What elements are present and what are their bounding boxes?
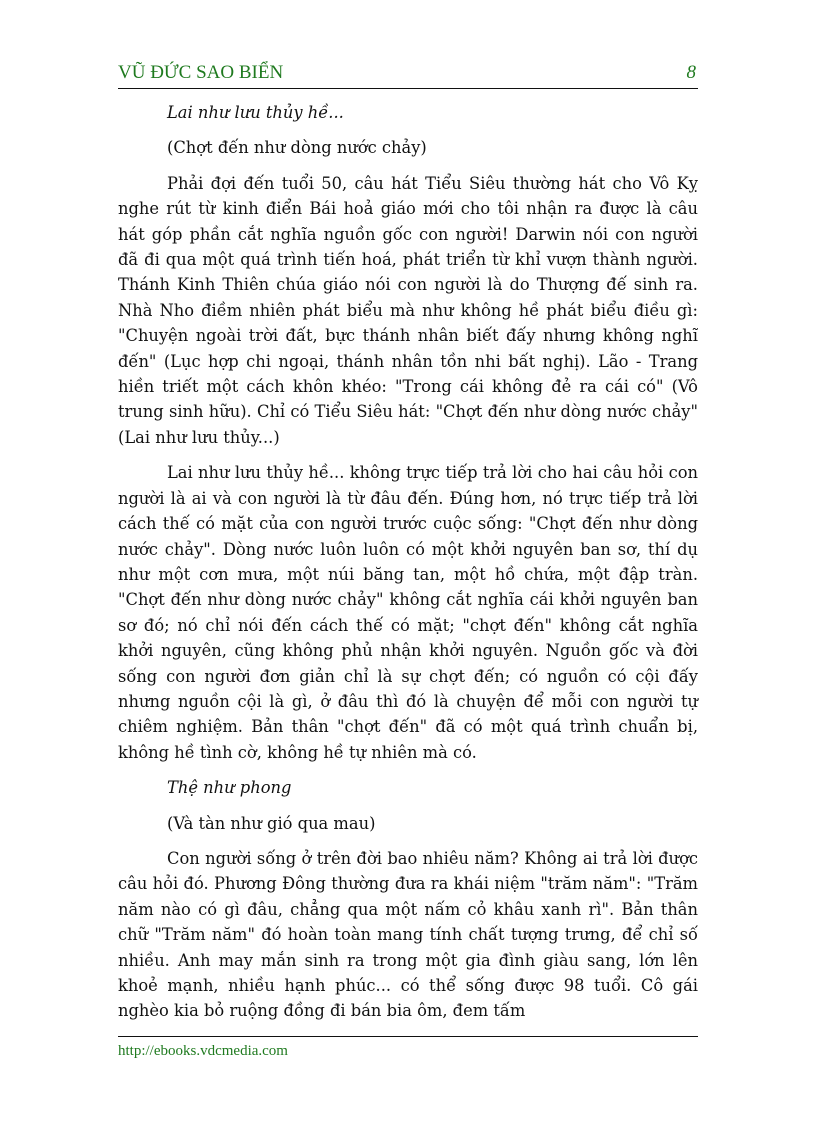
verse-translation: (Chợt đến như dòng nước chảy): [167, 138, 427, 158]
body-paragraph: Phải đợi đến tuổi 50, câu hát Tiểu Siêu thường hát cho Vô Kỵ nghe rút từ kinh điển Bái hoả giáo mới cho tôi nhận ra được là câu hát góp phần cắt nghĩa nguồn gốc con người! Darwin nói con người đã đi qua một quá trình tiến hoá, phát triển từ khỉ vượn thành người. Thánh Kinh Thiên chúa giáo nói con người là do Thượng đế sinh ra. Nhà Nho điềm nhiên phát biểu mà như không hề phát biểu điều gì: "Chuyện ngoài trời đất, bực thánh nhân biết đấy nhưng không nghĩ đến" (Lục hợp chi ngoại, thánh nhân tồn nhi bất nghị). Lão - Trang hiền triết một cách khôn khéo: "Trong cái không đẻ ra cái có" (Vô trung sinh hữu). Chỉ có Tiểu Siêu hát: "Chợt đến như dòng nước chảy" (Lai như lưu thủy...): [118, 173, 698, 447]
verse-line: Thệ như phong: [167, 778, 292, 798]
body-paragraph: Lai như lưu thủy hề... không trực tiếp trả lời cho hai câu hỏi con người là ai và con người là từ đâu đến. Đúng hơn, nó trực tiếp trả lời cách thế có mặt của con người trước cuộc sống: "Chợt đến như dòng nước chảy". Dòng nước luôn luôn có một khởi nguyên ban sơ, thí dụ như một cơn mưa, một núi băng tan, một hồ chứa, một đập tràn. "Chợt đến như dòng nước chảy" không cắt nghĩa cái khởi nguyên ban sơ đó; nó chỉ nói đến cách thế có mặt; "chợt đến" không cắt nghĩa khởi nguyên, cũng không phủ nhận khởi nguyên. Nguồn gốc và đời sống con người đơn giản chỉ là sự chợt đến; có nguồn có cội đấy nhưng nguồn cội là gì, ở đâu thì đó là chuyện để mỗi con người tự chiêm nghiệm. Bản thân "chợt đến" đã có một quá trình chuẩn bị, không hề tình cờ, không hề tự nhiên mà có.: [118, 463, 698, 762]
book-author: VŨ ĐỨC SAO BIỂN: [118, 62, 284, 83]
body-paragraph: Con người sống ở trên đời bao nhiêu năm? Không ai trả lời được câu hỏi đó. Phương Đông thường đưa ra khái niệm "trăm năm": "Trăm năm nào có gì đâu, chẳng qua một nấm cỏ khâu xanh rì". Bản thân chữ "Trăm năm" đó hoàn toàn mang tính chất tượng trưng, để chỉ số nhiều. Anh may mắn sinh ra trong một gia đình giàu sang, lớn lên khoẻ mạnh, nhiều hạnh phúc... có thể sống được 98 tuổi. Cô gái nghèo kia bỏ ruộng đồng đi bán bia ôm, đem tấm: [118, 848, 698, 1021]
verse-line: Lai như lưu thủy hề...: [167, 103, 344, 122]
page-header: [118, 60, 698, 89]
footer-url-link[interactable]: http://ebooks.vdcmedia.com: [118, 1043, 288, 1059]
page-number: 8: [686, 62, 696, 83]
page-body: [118, 100, 698, 1034]
page-footer: [118, 1036, 698, 1060]
verse-translation: (Và tàn như gió qua mau): [167, 813, 376, 833]
